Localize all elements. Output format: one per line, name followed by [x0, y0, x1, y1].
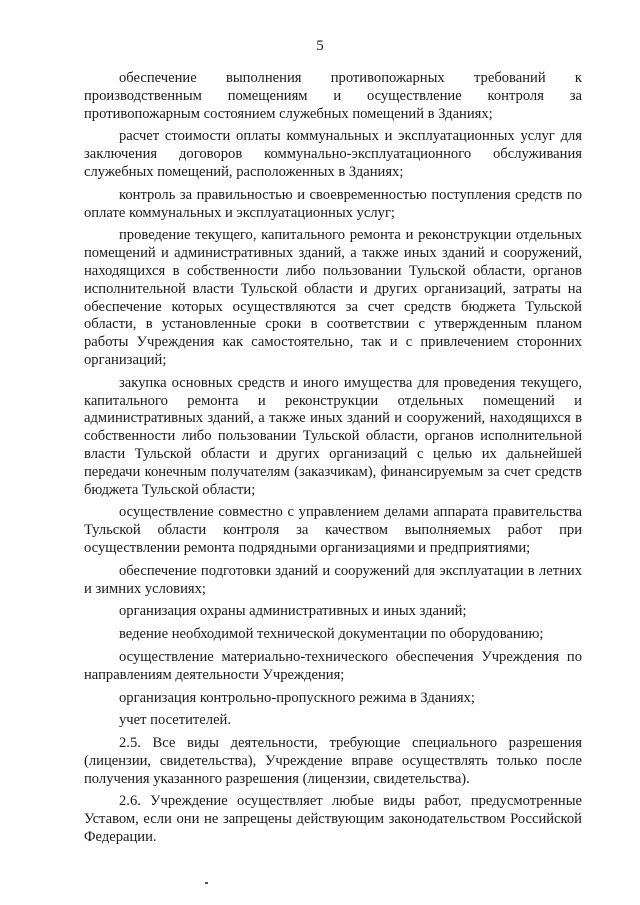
paragraph-section-2-5: 2.5. Все виды деятельности, требующие специального разрешения (лицензии, свидетельства), Учреждение вправе осуществлять только после получения указанного разрешения (лицензии, свидетельства).	[84, 735, 582, 787]
paragraph: осуществление материально-технического обеспечения Учреждения по направлениям деятельности Учреждения;	[84, 648, 582, 683]
scan-artifact-dot	[205, 882, 208, 884]
paragraph: ведение необходимой технической документации по оборудованию;	[119, 626, 544, 643]
paragraph: закупка основных средств и иного имущества для проведения текущего, капитального ремонта и реконструкции отдельных помещений и административных зданий, а также иных зданий и сооружений, находящихся в собственности либо пользовании Тульской области, органов исполнительной власти Тульской области и других организаций с целью их дальнейшей передачи конечным получателям (заказчикам), финансируемым за счет средств бюджета Тульской области;	[84, 374, 582, 498]
paragraph-section-2-6: 2.6. Учреждение осуществляет любые виды работ, предусмотренные Уставом, если они не запрещены действующим законодательством Российской Федерации.	[84, 793, 582, 846]
page-number: 5	[316, 38, 324, 54]
paragraph: расчет стоимости оплаты коммунальных и эксплуатационных услуг для заключения договоров коммунально-эксплуатационного обслуживания служебных помещений, расположенных в Зданиях;	[84, 128, 582, 180]
paragraph: осуществление совместно с управлением делами аппарата правительства Тульской области контроля за качеством выполняемых работ при осуществлении ремонта подрядными организациями и предприятиями;	[84, 504, 582, 556]
document-body	[84, 70, 582, 847]
paragraph: проведение текущего, капитального ремонта и реконструкции отдельных помещений и административных зданий, а также иных зданий и сооружений, находящихся в собственности либо пользовании Тульской области, органов исполнительной власти Тульской области и других организаций, затраты на обеспечение которых осуществляются за счет средств бюджета Тульской области, в установленные сроки в соответствии с утвержденным планом работы Учреждения как самостоятельно, так и с привлечением сторонних организаций;	[84, 227, 582, 368]
paragraph: учет посетителей.	[119, 712, 232, 729]
paragraph: обеспечение подготовки зданий и сооружений для эксплуатации в летних и зимних условиях;	[84, 562, 582, 597]
paragraph: организация контрольно-пропускного режима в Зданиях;	[119, 689, 475, 706]
paragraph: контроль за правильностью и своевременностью поступления средств по оплате коммунальных и эксплуатационных услуг;	[84, 186, 582, 221]
paragraph: обеспечение выполнения противопожарных требований к производственным помещениям и осуществление контроля за противопожарным состоянием служебных помещений в Зданиях;	[84, 70, 582, 122]
paragraph: организация охраны административных и иных зданий;	[119, 603, 467, 620]
